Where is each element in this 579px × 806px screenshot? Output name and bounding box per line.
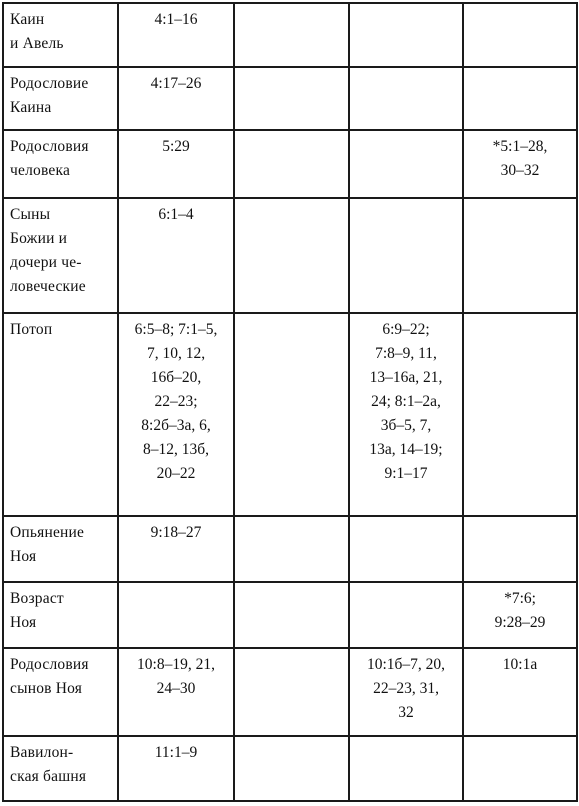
- ref-cell: [349, 67, 463, 130]
- table-row: [3, 582, 577, 648]
- ref-cell: [349, 736, 463, 801]
- table-row: [3, 198, 577, 313]
- ref-cell: [234, 648, 349, 736]
- table-row: [3, 67, 577, 130]
- table-row: [3, 736, 577, 801]
- ref-cell: [349, 582, 463, 648]
- ref-cell: [234, 198, 349, 313]
- ref-cell: [349, 516, 463, 582]
- ref-cell: 10:1а: [463, 648, 577, 736]
- ref-cell: 6:5–8; 7:1–5, 7, 10, 12, 16б–20, 22–23; 8:2б–3а, 6, 8–12, 13б, 20–22: [118, 313, 234, 516]
- table-row: [3, 516, 577, 582]
- row-title: Вавилон- ская башня: [3, 736, 118, 801]
- row-title: Родословие Каина: [3, 67, 118, 130]
- table-row: [3, 648, 577, 736]
- ref-cell: [463, 198, 577, 313]
- row-title: Родословия сынов Ноя: [3, 648, 118, 736]
- table-row: [3, 130, 577, 198]
- ref-cell: [463, 736, 577, 801]
- ref-cell: [463, 67, 577, 130]
- ref-cell: [234, 130, 349, 198]
- ref-cell: [463, 313, 577, 516]
- row-title: Потоп: [3, 313, 118, 516]
- ref-cell: 11:1–9: [118, 736, 234, 801]
- ref-cell: 6:1–4: [118, 198, 234, 313]
- ref-cell: 6:9–22; 7:8–9, 11, 13–16а, 21, 24; 8:1–2а, 3б–5, 7, 13а, 14–19; 9:1–17: [349, 313, 463, 516]
- ref-cell: [118, 582, 234, 648]
- row-title: Родословия человека: [3, 130, 118, 198]
- ref-cell: [349, 130, 463, 198]
- ref-cell: 10:1б–7, 20, 22–23, 31, 32: [349, 648, 463, 736]
- source-table: [2, 2, 578, 802]
- ref-cell: [463, 516, 577, 582]
- ref-cell: [234, 736, 349, 801]
- ref-cell: [234, 516, 349, 582]
- ref-cell: [234, 313, 349, 516]
- ref-cell: 5:29: [118, 130, 234, 198]
- ref-cell: 10:8–19, 21, 24–30: [118, 648, 234, 736]
- ref-cell: [234, 3, 349, 67]
- ref-cell: 4:17–26: [118, 67, 234, 130]
- ref-cell: [349, 198, 463, 313]
- row-title: Опьянение Ноя: [3, 516, 118, 582]
- row-title: Возраст Ноя: [3, 582, 118, 648]
- ref-cell: [463, 3, 577, 67]
- ref-cell: [234, 67, 349, 130]
- ref-cell: [349, 3, 463, 67]
- ref-cell: 4:1–16: [118, 3, 234, 67]
- ref-cell: [234, 582, 349, 648]
- table-row: [3, 313, 577, 516]
- row-title: Сыны Божии и дочери че- ловеческие: [3, 198, 118, 313]
- table-row: [3, 3, 577, 67]
- ref-cell: *7:6; 9:28–29: [463, 582, 577, 648]
- ref-cell: 9:18–27: [118, 516, 234, 582]
- ref-cell: *5:1–28, 30–32: [463, 130, 577, 198]
- row-title: Каин и Авель: [3, 3, 118, 67]
